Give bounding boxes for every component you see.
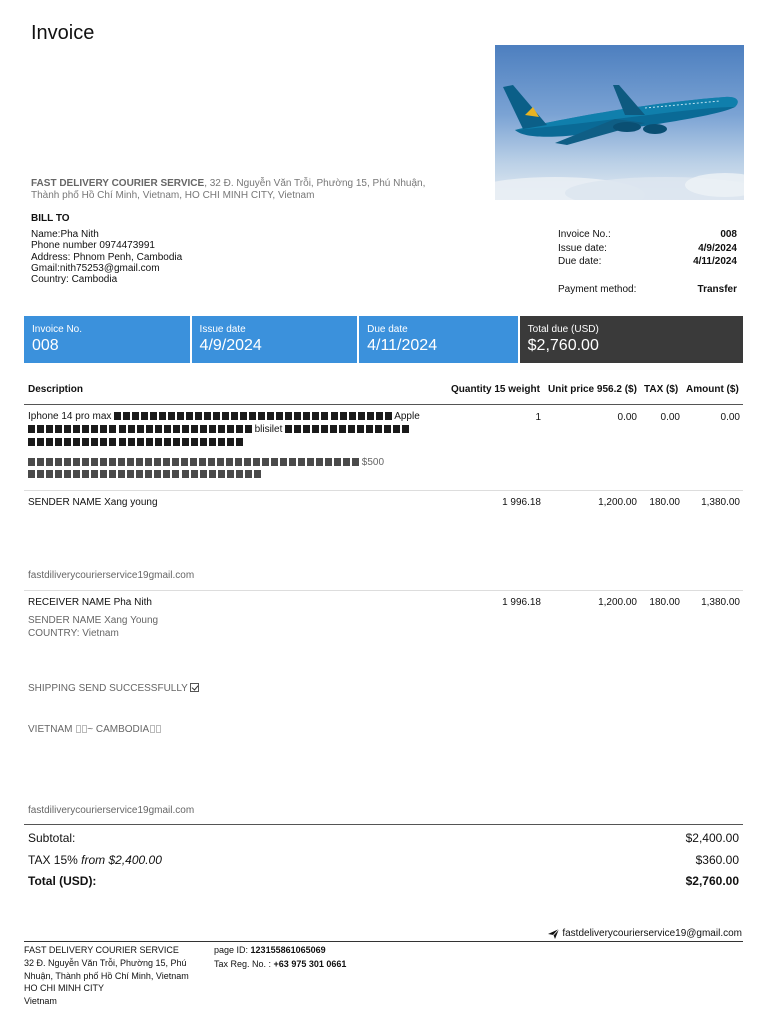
item1-description-line5 [28, 469, 261, 481]
band-invoice-no-value: 008 [32, 337, 59, 354]
tax-reg-value: +63 975 301 0661 [273, 958, 347, 969]
item1-price-note: $500 [361, 457, 385, 468]
band-due-date [359, 316, 518, 363]
bill-to-email: Gmail:nith75253@gmail.com [31, 262, 160, 274]
bill-to-phone: Phone number 0974473991 [31, 240, 155, 252]
item2-tax: 180.00 [649, 497, 680, 508]
footer-company [24, 944, 204, 1008]
item1-unit-price: 0.00 [617, 412, 637, 423]
bill-to-name: Name:Pha Nith [31, 229, 99, 240]
item1-description-line2 [28, 424, 409, 436]
company-name: FAST DELIVERY COURIER SERVICE [31, 178, 205, 189]
header-quantity: Quantity 15 weight [451, 384, 540, 395]
item1-description-line4 [28, 457, 384, 469]
footer-company-line: HO CHI MINH CITY [24, 983, 104, 994]
band-invoice-no-label: Invoice No. [32, 324, 83, 335]
flag-glyph-icon [156, 725, 161, 733]
header-tax: TAX ($) [644, 384, 679, 395]
item1-description-line1 [28, 411, 420, 423]
flag-glyph-icon [76, 725, 81, 733]
tax-row [28, 853, 739, 867]
invoice-title: Invoice [31, 22, 95, 44]
item3-sender: SENDER NAME Xang Young [28, 615, 159, 626]
item3-tax: 180.00 [649, 597, 680, 608]
item3-route [28, 724, 161, 736]
footer-company-line: 32 Đ. Nguyễn Văn Trỗi, Phường 15, Phú [24, 957, 187, 968]
bill-to-address: Address: Phnom Penh, Cambodia [31, 251, 183, 263]
band-invoice-no [24, 316, 190, 363]
tax-value: $360.00 [695, 853, 739, 867]
footer-email [548, 928, 742, 939]
band-issue-date-value: 4/9/2024 [199, 337, 262, 354]
redaction-bar [28, 458, 359, 466]
redaction-bar [28, 470, 179, 478]
meta-payment: Transfer [697, 283, 737, 295]
row-divider [24, 590, 743, 591]
band-due-date-label: Due date [367, 324, 408, 335]
item1-name: Iphone 14 pro max [28, 411, 112, 422]
band-issue-date-label: Issue date [199, 324, 246, 335]
bill-to-details [31, 229, 182, 285]
footer-divider [24, 941, 743, 942]
bill-to-country: Country: Cambodia [31, 274, 118, 286]
table-header [24, 383, 743, 405]
item3-route-from: VIETNAM [28, 724, 73, 735]
meta-issue-date: 4/9/2024 [698, 242, 737, 254]
send-icon [548, 929, 559, 939]
item3-route-to: ~ CAMBODIA [87, 724, 150, 735]
band-issue-date [192, 316, 358, 363]
subtotal-row [28, 831, 739, 845]
subtotal-value: $2,400.00 [685, 831, 739, 845]
invoice-meta [558, 228, 737, 296]
item3-status [28, 683, 199, 695]
redaction-bar [119, 438, 243, 446]
band-due-date-value: 4/11/2024 [367, 337, 438, 354]
item3-quantity: 1 996.18 [502, 597, 541, 608]
item3-email: fastdiliverycourierservice19gmail.com [28, 805, 195, 816]
footer-tax-reg [214, 958, 346, 972]
band-total-due [520, 316, 743, 363]
band-total-due-label: Total due (USD) [527, 324, 599, 335]
subtotal-label: Subtotal: [28, 831, 76, 845]
item3-name: RECEIVER NAME Pha Nith [28, 597, 152, 608]
redaction-bar [114, 412, 328, 420]
meta-due-date-label: Due date: [558, 256, 602, 267]
item3-amount: 1,380.00 [701, 597, 740, 608]
tax-label: TAX 15% [28, 853, 78, 867]
item3-country: COUNTRY: Vietnam [28, 628, 119, 639]
item1-quantity: 1 [535, 412, 541, 423]
total-value: $2,760.00 [685, 874, 739, 888]
item2-quantity: 1 996.18 [502, 497, 541, 508]
tax-label-group [28, 853, 162, 867]
item2-amount: 1,380.00 [701, 497, 740, 508]
flag-glyph-icon [150, 725, 155, 733]
footer-company-line: FAST DELIVERY COURIER SERVICE [24, 945, 179, 955]
company-address-text: , 32 Đ. Nguyễn Văn Trỗi, Phường 15, Phú Nhuận, Thành phố Hồ Chí Minh, Vietnam, HO CHI MINH CITY, Vietnam [31, 178, 426, 201]
row-divider [24, 490, 743, 491]
bill-to-heading: BILL TO [31, 213, 70, 224]
footer-company-line: Vietnam [24, 996, 57, 1007]
meta-invoice-no-label: Invoice No.: [558, 229, 611, 240]
item3-status-text: SHIPPING SEND SUCCESSFULLY [28, 683, 188, 694]
item1-description-line3 [28, 437, 243, 449]
totals-section [24, 824, 743, 888]
redaction-bar [119, 425, 252, 433]
redaction-bar [285, 425, 409, 433]
total-label: Total (USD): [28, 874, 97, 888]
meta-due-date: 4/11/2024 [693, 256, 737, 267]
company-address [31, 178, 451, 202]
redaction-bar [331, 412, 392, 420]
footer-page-id [214, 944, 346, 958]
meta-invoice-no: 008 [720, 229, 737, 240]
redaction-bar [182, 470, 261, 478]
redaction-bar [28, 425, 116, 433]
header-description: Description [28, 384, 84, 395]
summary-band [24, 316, 743, 363]
header-unit-price: Unit price 956.2 ($) [548, 384, 637, 395]
tax-basis: from $2,400.00 [81, 853, 162, 867]
airplane-photo [495, 45, 744, 200]
checked-box-icon [190, 683, 199, 692]
footer-ids [214, 944, 346, 971]
item1-amount: 0.00 [720, 412, 740, 423]
footer-email-text: fastdeliverycourierservice19@gmail.com [562, 928, 742, 939]
meta-issue-date-label: Issue date: [558, 242, 607, 254]
item3-unit-price: 1,200.00 [598, 597, 637, 608]
item1-word: blisilet [254, 424, 283, 435]
footer-company-line: Nhuận, Thành phố Hồ Chí Minh, Vietnam [24, 970, 189, 981]
redaction-bar [28, 438, 116, 446]
item2-email: fastdiliverycourierservice19gmail.com [28, 570, 195, 581]
total-row [28, 874, 739, 888]
page-id-label: page ID: [214, 945, 249, 955]
meta-payment-label: Payment method: [558, 283, 637, 295]
page-id-value: 123155861065069 [250, 945, 326, 955]
item2-name: SENDER NAME Xang young [28, 497, 158, 508]
item1-brand: Apple [394, 411, 420, 422]
tax-reg-label: Tax Reg. No. : [214, 958, 272, 969]
header-amount: Amount ($) [686, 384, 739, 395]
band-total-due-value: $2,760.00 [527, 337, 599, 354]
item2-unit-price: 1,200.00 [598, 497, 637, 508]
item1-tax: 0.00 [660, 412, 680, 423]
